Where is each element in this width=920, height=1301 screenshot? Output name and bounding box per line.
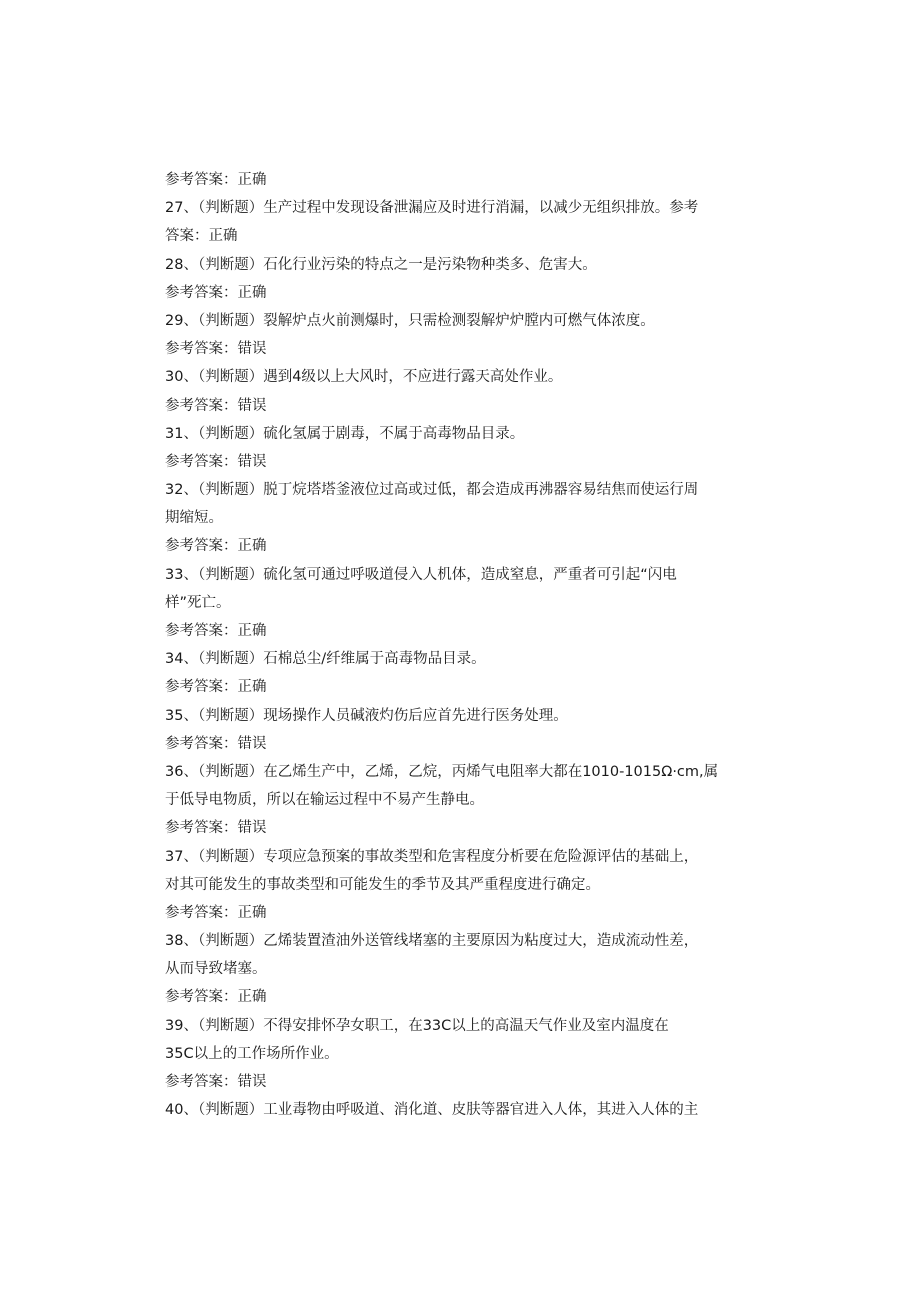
text-line: 从而导致堵塞。	[165, 961, 267, 978]
text-line: 参考答案：错误	[165, 453, 267, 470]
text-line: 参考答案：正确	[165, 623, 267, 639]
text-line: 参考答案：正确	[165, 989, 267, 1006]
text-line: 35、（判断题）现场操作人员碱液灼伤后应首先进行医务处理。	[165, 707, 568, 724]
text-line: 35C以上的工作场所作业。	[165, 1045, 339, 1062]
text-line: 39、（判断题）不得安排怀孕女职工，在33C以上的高温天气作业及室内温度在	[165, 1017, 669, 1034]
text-line: 参考答案：错误	[165, 735, 267, 752]
text-line: 36、（判断题）在乙烯生产中，乙烯，乙烷，丙烯气电阻率大都在1010-1015Ω·cm,属	[165, 763, 719, 780]
text-line: 38、（判断题）乙烯装置渣油外送管线堵塞的主要原因为粘度过大，造成流动性差，	[165, 933, 699, 950]
text-line: 于低导电物质，所以在输运过程中不易产生静电。	[165, 792, 484, 809]
text-line: 31、（判断题）硫化氢属于剧毒，不属于高毒物品目录。	[165, 425, 525, 442]
text-line: 参考答案：正确	[165, 284, 267, 301]
text-line: 40、（判断题）工业毒物由呼吸道、消化道、皮肤等器官进入人体，其进入人体的主	[165, 1102, 699, 1119]
text-line: 32、（判断题）脱丁烷塔塔釜液位过高或过低，都会造成再沸器容易结焦而使运行周	[165, 482, 699, 499]
text-line: 27、（判断题）生产过程中发现设备泄漏应及时进行消漏，以减少无组织排放。参考	[165, 200, 699, 217]
text-line: 对其可能发生的事故类型和可能发生的季节及其严重程度进行确定。	[165, 876, 600, 893]
text-line: 样”死亡。	[165, 594, 231, 611]
text-line: 参考答案：正确	[165, 904, 267, 921]
text-line: 30、（判断题）遇到4级以上大风时，不应进行露天高处作业。	[165, 369, 563, 386]
text-line: 参考答案：错误	[165, 341, 267, 358]
text-line: 参考答案：错误	[165, 1074, 267, 1090]
text-line: 28、（判断题）石化行业污染的特点之一是污染物种类多、危害大。	[165, 256, 597, 273]
document-body	[165, 166, 755, 1124]
text-line: 34、（判断题）石棉总尘/纤维属于高毒物品目录。	[165, 651, 486, 668]
text-line: 期缩短。	[165, 510, 223, 527]
text-line: 参考答案：正确	[165, 538, 267, 555]
text-line: 参考答案：正确	[165, 172, 267, 188]
text-line: 参考答案：正确	[165, 679, 267, 696]
text-line: 参考答案：错误	[165, 397, 267, 414]
text-line: 参考答案：错误	[165, 820, 267, 837]
text-line: 答案：正确	[165, 228, 238, 245]
text-line: 37、（判断题）专项应急预案的事故类型和危害程度分析要在危险源评估的基础上，	[165, 848, 699, 865]
text-line: 29、（判断题）裂解炉点火前测爆时，只需检测裂解炉炉膛内可燃气体浓度。	[165, 312, 655, 329]
text-line: 33、（判断题）硫化氢可通过呼吸道侵入人机体，造成窒息，严重者可引起“闪电	[165, 566, 677, 583]
